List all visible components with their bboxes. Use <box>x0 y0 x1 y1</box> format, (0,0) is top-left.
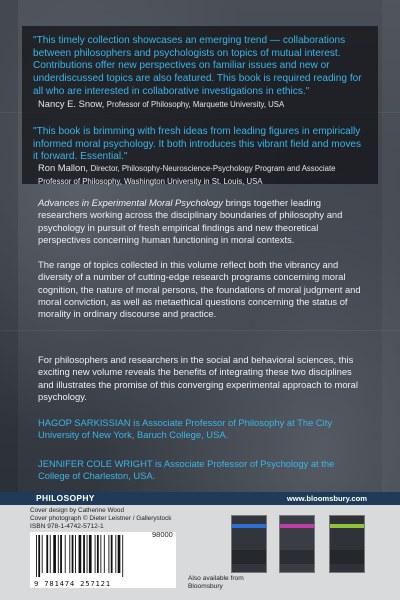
also-available-label: Also available from Bloomsbury <box>188 575 244 590</box>
description-paragraph-3: For philosophers and researchers in the social and behavioral sciences, this exciting new volume reveals the benefits of integrating these two disciplines and illustrates the promise of this converging experimental approach to moral psychology. <box>38 354 358 402</box>
barcode-bar <box>104 535 105 573</box>
publisher-website[interactable]: www.bloomsbury.com <box>286 493 367 503</box>
cover-footer <box>0 492 400 600</box>
barcode-bar <box>75 535 76 573</box>
thumbnail-accent <box>232 550 266 564</box>
cover-design-credit: Cover design by Catherine Wood <box>30 507 125 514</box>
barcode-bar <box>87 535 88 573</box>
barcode-icon <box>34 535 152 579</box>
related-book-thumbnail[interactable] <box>329 515 365 573</box>
endorser-affiliation: Professor of Philosophy, Marquette University, USA <box>106 100 285 109</box>
barcode-bar <box>118 535 121 573</box>
barcode-bar <box>72 535 74 573</box>
price-code: 98000 <box>152 530 173 539</box>
editor-bio-1: HAGOP SARKISSIAN is Associate Professor of Philosophy at The City University of New York, Baruch College, USA. <box>38 417 333 441</box>
barcode-bar <box>95 535 96 573</box>
thumbnail-accent <box>330 550 364 564</box>
barcode-bar <box>79 535 82 573</box>
subject-category: PHILOSOPHY <box>36 493 95 503</box>
description-paragraph-2: The range of topics collected in this volume reflect both the vibrancy and diversity of a number of cutting-edge research programs concerning moral cognition, the nature of moral persons, the foundations of moral judgment and moral conviction, as well as metaethical questions concerning the status of morality in ordinary discourse and practice. <box>38 259 361 320</box>
thumbnail-accent <box>232 524 266 528</box>
barcode-bar <box>122 535 123 577</box>
barcode-bar <box>100 535 101 573</box>
barcode-bar <box>38 535 40 577</box>
barcode-bar <box>83 535 85 573</box>
endorsement-quote-1: "This timely collection showcases an emerging trend — collaborations between philosophers and psychologists on topics of mutual interest. Contributions offer new perspectives on familiar issues and new or underdiscussed topics are also featured. This book is required reading for all who are interested in collaborative investigations in ethics." <box>33 35 362 97</box>
endorser-name: Nancy E. Snow, <box>38 98 105 109</box>
barcode-bar <box>58 535 59 573</box>
endorser-affiliation: Director, Philosophy-Neuroscience-Psychology Program and Associate Professor of Philosophy, Washington University in St. Louis, USA <box>38 164 336 186</box>
barcode-bar <box>50 535 51 573</box>
barcode-digits: 9 781474 257121 <box>34 579 111 588</box>
barcode-bar <box>36 535 37 577</box>
barcode-bar <box>111 535 113 573</box>
endorsement-quote-2: "This book is brimming with fresh ideas from leading figures in empirically informed moral psychology. It both introduces this vibrant field and moves it forward. Essential." <box>33 126 362 163</box>
description-paragraph-1 <box>38 197 368 246</box>
background-line <box>0 330 400 331</box>
barcode-bar <box>115 535 116 573</box>
related-book-thumbnail[interactable] <box>279 515 315 573</box>
thumbnail-accent <box>280 524 314 528</box>
description-paragraph-1-text: brings together leading researchers working across the disciplinary boundaries of philosophy and psychology in pursuit of fresh empirical findings and new theoretical perspectives concerning human functioning in moral contexts. <box>38 197 343 245</box>
barcode-bar <box>89 535 92 573</box>
barcode-bar <box>60 535 62 573</box>
cover-credits <box>30 507 171 522</box>
barcode-bar <box>97 535 99 573</box>
barcode-bar <box>46 535 48 573</box>
barcode-bar <box>53 535 56 573</box>
barcode-bar <box>108 535 109 573</box>
related-book-thumbnail[interactable] <box>231 515 267 573</box>
endorsement-attribution-2 <box>38 162 363 187</box>
barcode-bar <box>42 535 43 573</box>
endorser-name: Ron Mallon, <box>38 162 89 173</box>
isbn-label: ISBN 978-1-4742-5712-1 <box>30 523 104 530</box>
footer-band <box>0 492 400 505</box>
barcode-bar <box>65 535 66 573</box>
editor-bio-2: JENNIFER COLE WRIGHT is Associate Professor of Psychology at the College of Charleston, USA. <box>38 458 335 482</box>
book-title-italic: Advances in Experimental Moral Psychology <box>38 197 223 208</box>
thumbnail-accent <box>280 550 314 564</box>
barcode <box>30 532 176 588</box>
cover-photo-credit: Cover photograph © Dieter Leistner / Gallerystock <box>30 514 172 522</box>
thumbnail-accent <box>330 524 364 528</box>
endorsement-attribution-1 <box>38 98 363 111</box>
barcode-bar <box>69 535 70 573</box>
